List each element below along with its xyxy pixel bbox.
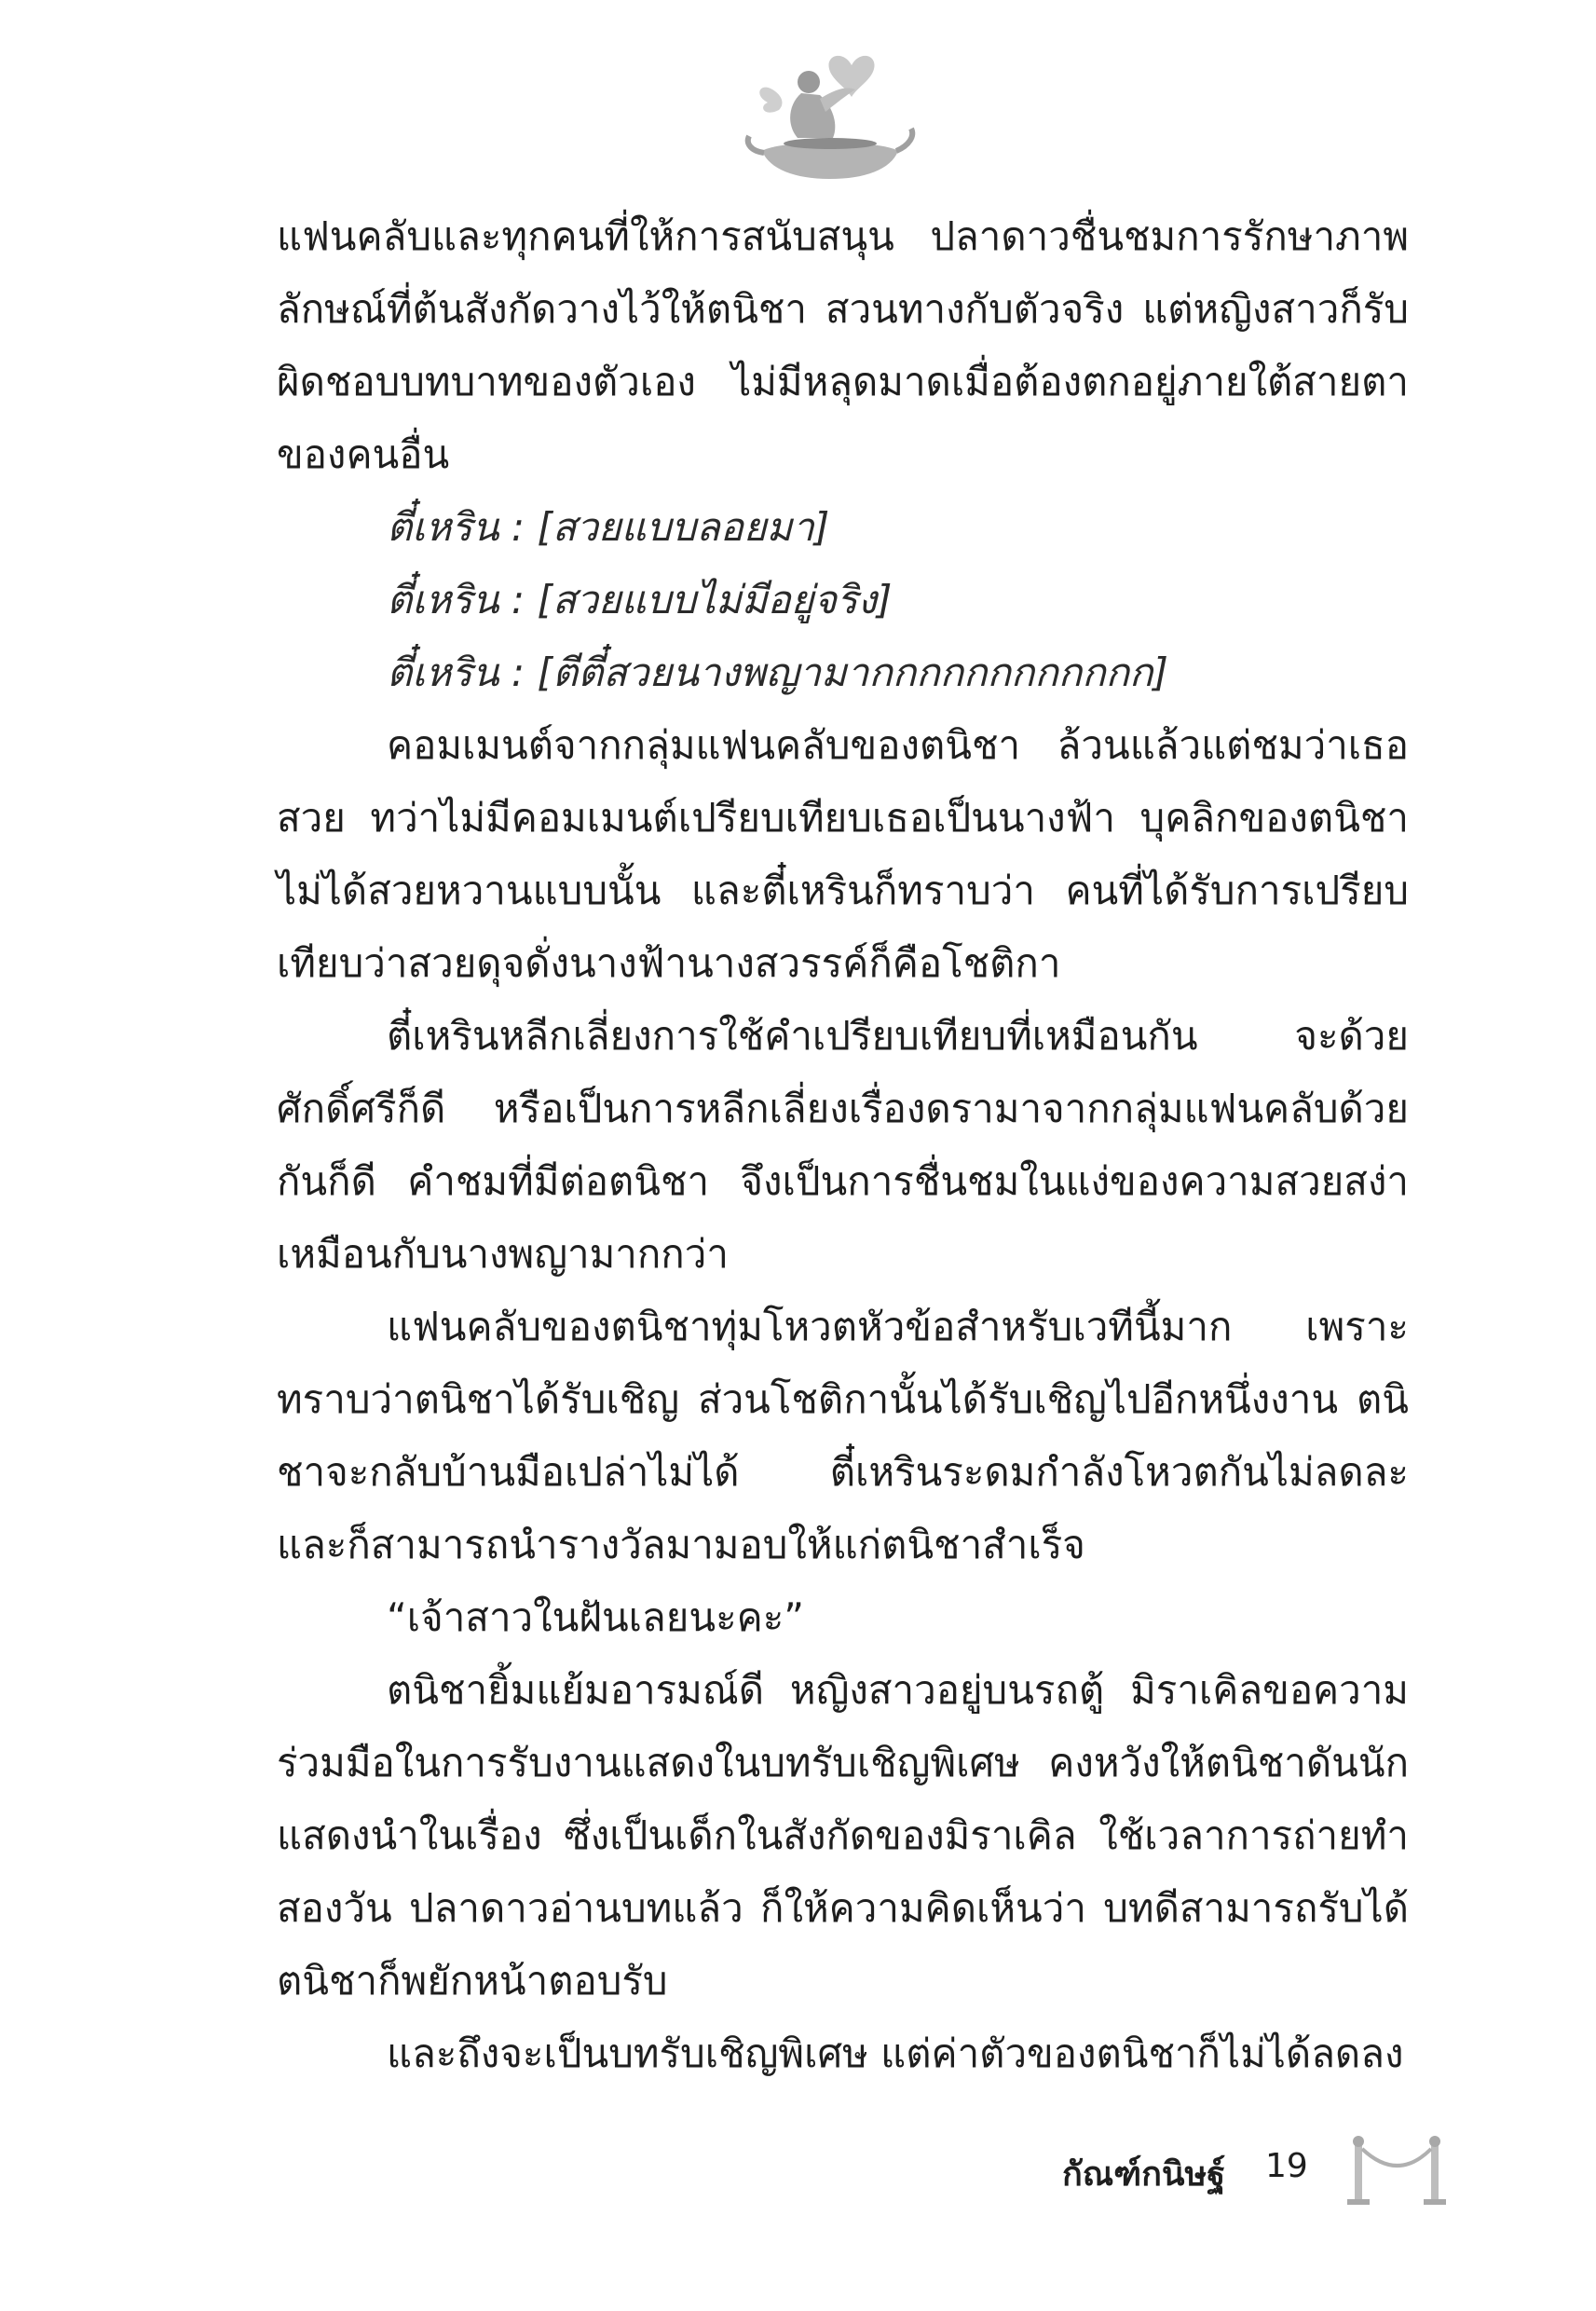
paragraph: ตนิชายิ้มแย้มอารมณ์ดี หญิงสาวอยู่บนรถตู้ มิราเคิลขอความร่วมมือในการรับงานแสดงในบทรับเชิญพิเศษ คงหวังให้ตนิชาดันนักแสดงนำในเรื่อง ซึ่งเป็นเด็กในสังกัดของมิราเคิล ใช้เวลาการถ่ายทำสองวัน ปลาดาวอ่านบทแล้ว ก็ให้ความคิดเห็นว่า บทดีสามารถรับได้ ตนิชาก็พยักหน้าตอบรับ [277,1667,1409,2003]
quote-paragraph: “เจ้าสาวในฝันเลยนะคะ” [387,1594,805,1640]
paragraph: แฟนคลับและทุกคนที่ให้การสนับสนุน ปลาดาวชื่นชมการรักษาภาพลักษณ์ที่ต้นสังกัดวางไว้ให้ตนิชา สวนทางกับตัวจริง แต่หญิงสาวก็รับผิดชอบบทบาทของตัวเอง ไม่มีหลุดมาดเมื่อต้องตกอยู่ภายใต้สายตาของคนอื่น [277,213,1409,477]
angel-lamp-emblem-icon [742,47,919,186]
page-number: 19 [1265,2147,1308,2185]
dialog-line: ตี๋เหริน : [สวยแบบไม่มีอยู่จริง] [387,577,893,622]
page-footer [1062,2134,1472,2208]
dialog-line: ตี๋เหริน : [ตีตี๋สวยนางพญามากกกกกกกกกกกก] [387,650,1168,695]
text-body [277,200,1409,2090]
dialog-line: ตี๋เหริน : [สวยแบบลอยมา] [387,504,830,550]
book-title: กัณฑ์กนิษฐ์ [1062,2155,1226,2194]
paragraph: แฟนคลับของตนิชาทุ่มโหวตหัวข้อสำหรับเวทีนี้มาก เพราะทราบว่าตนิชาได้รับเชิญ ส่วนโชติกานั้นได้รับเชิญไปอีกหนึ่งงาน ตนิชาจะกลับบ้านมือเปล่าไม่ได้ ตี๋เหรินระดมกำลังโหวตกันไม่ลดละ และก็สามารถนำรางวัลมามอบให้แก่ตนิชาสำเร็จ [277,1304,1409,1567]
paragraph: และถึงจะเป็นบทรับเชิญพิเศษ แต่ค่าตัวของตนิชาก็ไม่ได้ลดลง [387,2031,1404,2076]
paragraph: ตี๋เหรินหลีกเลี่ยงการใช้คำเปรียบเทียบที่เหมือนกัน จะด้วยศักดิ์ศรีก็ดี หรือเป็นการหลีกเลี่ยงเรื่องดรามาจากกลุ่มแฟนคลับด้วยกันก็ดี คำชมที่มีต่อตนิชา จึงเป็นการชื่นชมในแง่ของความสวยสง่าเหมือนกับนางพญามากกว่า [277,1013,1409,1277]
paragraph: คอมเมนต์จากกลุ่มแฟนคลับของตนิชา ล้วนแล้วแต่ชมว่าเธอสวย ทว่าไม่มีคอมเมนต์เปรียบเทียบเธอเป็นนางฟ้า บุคลิกของตนิชาไม่ได้สวยหวานแบบนั้น และตี๋เหรินก็ทราบว่า คนที่ได้รับการเปรียบเทียบว่าสวยดุจดั่งนางฟ้านางสวรรค์ก็คือโชติกา [277,722,1409,986]
stanchion-rope-icon [1342,2134,1453,2208]
